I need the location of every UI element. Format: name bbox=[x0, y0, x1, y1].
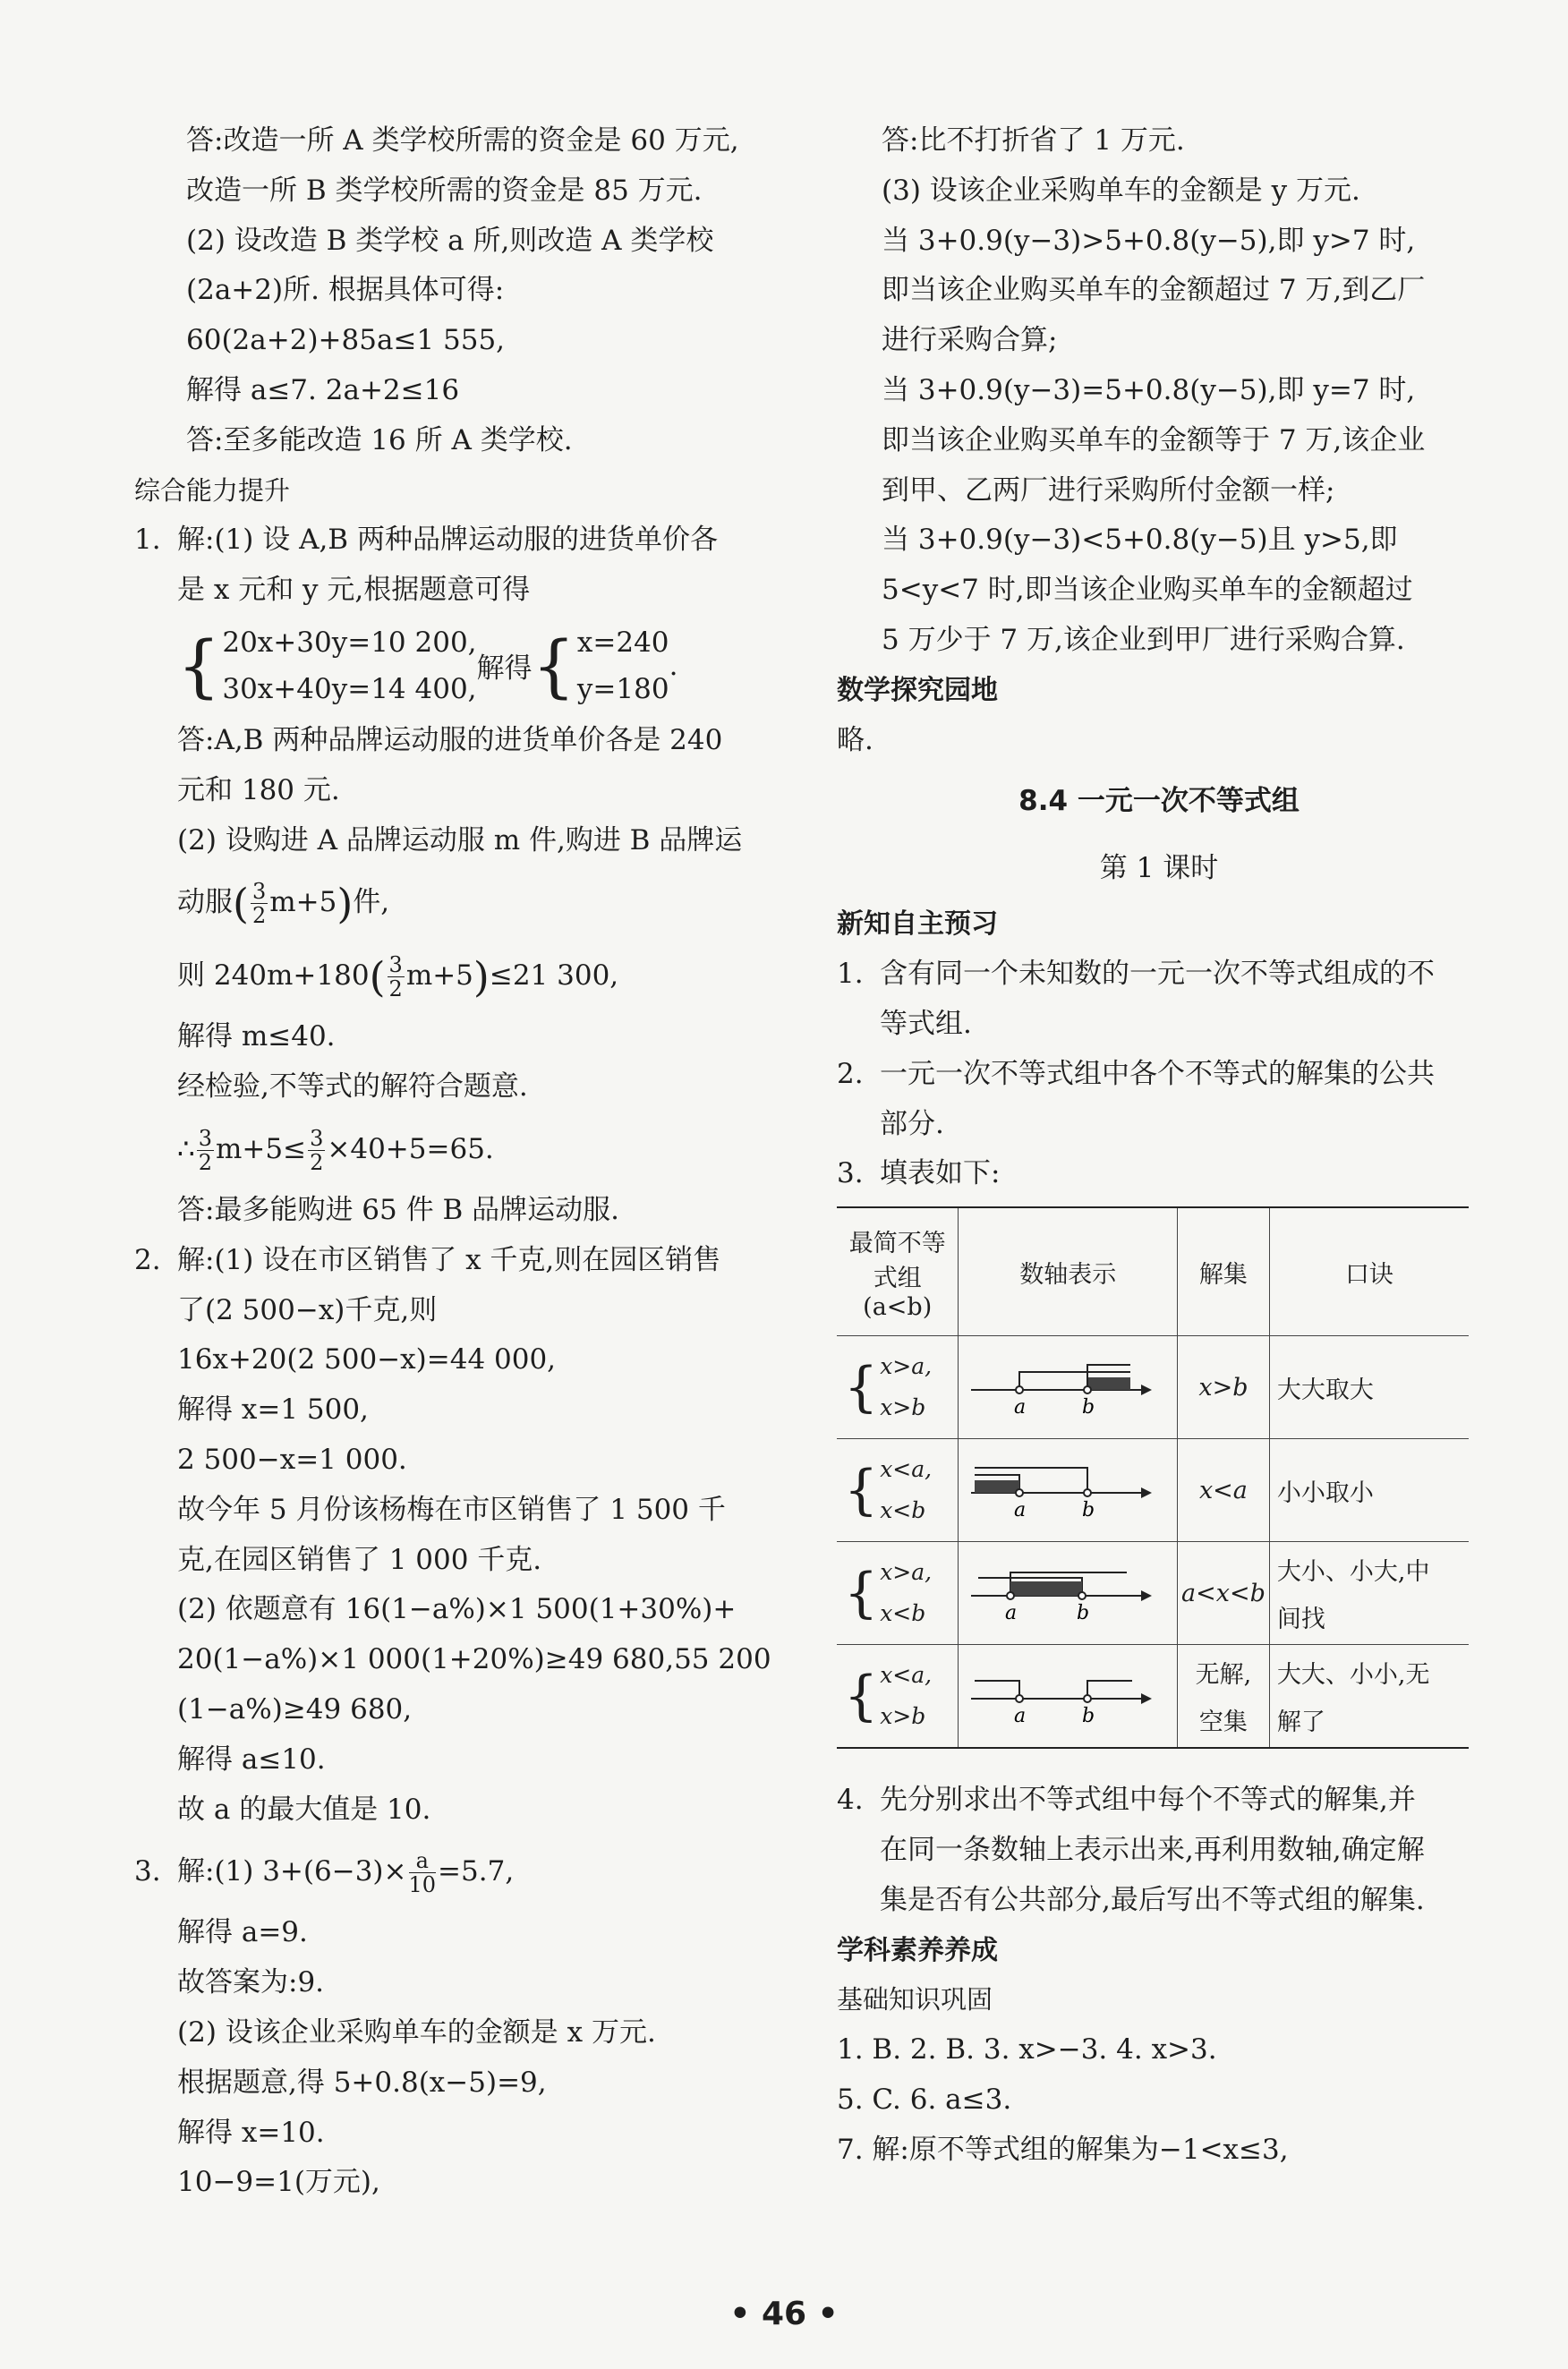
text-line: 答:最多能购进 65 件 B 品牌运动服. bbox=[177, 1193, 619, 1226]
problem-line bbox=[837, 950, 1481, 1000]
number-line-diagram bbox=[966, 1657, 1154, 1729]
text-line: 解得 x=10. bbox=[177, 2116, 325, 2149]
text-line: 5<y<7 时,即当该企业购买单车的金额超过 bbox=[882, 574, 1413, 607]
text-line: 元和 180 元. bbox=[177, 773, 340, 806]
number-line-diagram bbox=[966, 1349, 1154, 1420]
svg-text:b: b bbox=[1077, 1601, 1090, 1624]
table-header-row bbox=[837, 1207, 1469, 1336]
number-line-cell bbox=[959, 1645, 1178, 1749]
text-line: 集是否有公共部分,最后写出不等式组的解集. bbox=[880, 1883, 1425, 1916]
problem-line bbox=[837, 1050, 1481, 1100]
text: 含有同一个未知数的一元一次不等式组成的不 bbox=[880, 958, 1435, 991]
formula-line: 动服( $\frac{3}{2}$ m+5)件, bbox=[177, 879, 390, 929]
text-line: 解得 a≤10. bbox=[177, 1743, 326, 1776]
formula-line bbox=[134, 1112, 797, 1186]
text-line: (2a+2)所. 根据具体可得: bbox=[186, 274, 505, 307]
text-line: 当 3+0.9(y−3)<5+0.8(y−5)且 y>5,即 bbox=[882, 524, 1398, 557]
page-number: • 46 • bbox=[729, 2296, 839, 2332]
text-line: 即当该企业购买单车的金额等于 7 万,该企业 bbox=[882, 423, 1426, 456]
inequality-table bbox=[837, 1206, 1469, 1749]
text: ≤21 300, bbox=[489, 959, 619, 993]
text-line: 改造一所 B 类学校所需的资金是 85 万元. bbox=[186, 174, 703, 207]
rhyme-cell: 大大取大 bbox=[1269, 1336, 1469, 1439]
problem-number: 3. bbox=[134, 1855, 161, 1888]
fraction: $\frac{3}{2}$ bbox=[198, 1125, 213, 1175]
text-line: 进行采购合算; bbox=[882, 324, 1058, 357]
text-line: 故今年 5 月份该杨梅在市区销售了 1 500 千 bbox=[177, 1493, 726, 1526]
text-line: (1−a%)≥49 680, bbox=[177, 1692, 413, 1726]
text: 解:(1) 3+(6−3)× bbox=[177, 1855, 407, 1888]
text: 则 240m+180 bbox=[177, 959, 370, 993]
text: m+5 bbox=[269, 886, 337, 919]
equation: x=240 bbox=[576, 626, 669, 659]
text-line: 了(2 500−x)千克,则 bbox=[177, 1293, 438, 1326]
text: ×40+5=65. bbox=[327, 1132, 494, 1165]
section-heading: 学科素养养成 bbox=[837, 1934, 998, 1966]
section-heading: 综合能力提升 bbox=[134, 474, 291, 506]
svg-text:a: a bbox=[1014, 1704, 1027, 1727]
equation-system bbox=[134, 616, 797, 716]
text: . bbox=[669, 649, 678, 682]
number-line-cell bbox=[959, 1542, 1178, 1645]
text-line: 2 500−x=1 000. bbox=[177, 1443, 407, 1476]
text: ∴ bbox=[177, 1132, 195, 1165]
number-line-diagram bbox=[966, 1452, 1154, 1523]
solution-cell: a<x<b bbox=[1177, 1542, 1269, 1645]
text-line: 5 万少于 7 万,该企业到甲厂进行采购合算. bbox=[882, 623, 1405, 656]
text: 填表如下: bbox=[880, 1157, 1001, 1190]
solution-cell: 无解, 空集 bbox=[1177, 1645, 1269, 1749]
number-line-diagram bbox=[966, 1555, 1154, 1626]
fraction: $\frac{a}{10}$ bbox=[408, 1848, 437, 1898]
rhyme-cell: 小小取小 bbox=[1269, 1439, 1469, 1542]
text-line: (2) 设改造 B 类学校 a 所,则改造 A 类学校 bbox=[186, 224, 714, 257]
text-line: 10−9=1(万元), bbox=[177, 2166, 380, 2199]
text: m+5 bbox=[405, 959, 473, 993]
text-line: 部分. bbox=[880, 1107, 944, 1140]
section-heading: 新知自主预习 bbox=[837, 908, 998, 941]
system-cell: { x>a, x<b bbox=[837, 1542, 959, 1645]
text-line: 60(2a+2)+85a≤1 555, bbox=[186, 324, 506, 357]
text-line: 答:至多能改造 16 所 A 类学校. bbox=[186, 423, 573, 456]
solution-cell: x>b bbox=[1177, 1336, 1269, 1439]
problem-line bbox=[134, 1236, 797, 1286]
system-cell: { x>a, x>b bbox=[837, 1336, 959, 1439]
number-line-cell bbox=[959, 1439, 1178, 1542]
text: 件, bbox=[353, 886, 390, 919]
text-line: 克,在园区销售了 1 000 千克. bbox=[177, 1543, 542, 1576]
system-result: { x=240 y=180 bbox=[533, 619, 669, 712]
problem-number: 1. bbox=[837, 958, 864, 991]
text-line: (3) 设该企业采购单车的金额是 y 万元. bbox=[882, 174, 1360, 207]
equation: 30x+40y=14 400, bbox=[222, 672, 477, 705]
text-line: (2) 依题意有 16(1−a%)×1 500(1+30%)+ bbox=[177, 1593, 737, 1626]
table-row bbox=[837, 1336, 1469, 1439]
problem-number: 1. bbox=[134, 524, 161, 557]
header-cell: 最简不等 式组(a<b) bbox=[837, 1207, 959, 1336]
svg-text:b: b bbox=[1082, 1498, 1095, 1521]
problem-number: 3. bbox=[837, 1157, 864, 1190]
section-title: 8.4 一元一次不等式组 bbox=[1018, 785, 1300, 818]
text-line: 根据题意,得 5+0.8(x−5)=9, bbox=[177, 2066, 547, 2099]
text: =5.7, bbox=[438, 1855, 515, 1888]
equation: y=180 bbox=[576, 672, 669, 705]
text-line: 当 3+0.9(y−3)=5+0.8(y−5),即 y=7 时, bbox=[882, 373, 1416, 406]
equation: 20x+30y=10 200, bbox=[222, 626, 477, 659]
problem-number: 2. bbox=[837, 1057, 864, 1090]
text: 一元一次不等式组中各个不等式的解集的公共 bbox=[880, 1057, 1435, 1090]
problem-number: 4. bbox=[837, 1784, 864, 1817]
text-line: 答:A,B 两种品牌运动服的进货单价各是 240 bbox=[177, 723, 723, 756]
table-row bbox=[837, 1645, 1469, 1749]
text: 解:(1) 设 A,B 两种品牌运动服的进货单价各 bbox=[177, 524, 718, 557]
system-cell: { x<a, x<b bbox=[837, 1439, 959, 1542]
rhyme-cell: 大小、小大,中 间找 bbox=[1269, 1542, 1469, 1645]
svg-text:b: b bbox=[1082, 1395, 1095, 1419]
header-cell: 数轴表示 bbox=[959, 1207, 1178, 1336]
text-line: 到甲、乙两厂进行采购所付金额一样; bbox=[882, 473, 1335, 507]
text-line: 即当该企业购买单车的金额超过 7 万,到乙厂 bbox=[882, 274, 1426, 307]
text-line: 解得 x=1 500, bbox=[177, 1393, 369, 1427]
svg-text:a: a bbox=[1014, 1498, 1027, 1521]
text: 解:(1) 设在市区销售了 x 千克,则在园区销售 bbox=[177, 1243, 721, 1276]
problem-line bbox=[837, 1776, 1481, 1826]
lesson-title: 第 1 课时 bbox=[1099, 852, 1219, 885]
text-line: 在同一条数轴上表示出来,再利用数轴,确定解 bbox=[880, 1833, 1425, 1866]
text-line: 经检验,不等式的解符合题意. bbox=[177, 1070, 528, 1104]
text-line: 解得 m≤40. bbox=[177, 1020, 336, 1053]
text-line: 故 a 的最大值是 10. bbox=[177, 1793, 431, 1826]
text: 先分别求出不等式组中每个不等式的解集,并 bbox=[880, 1784, 1416, 1817]
solution-cell: x<a bbox=[1177, 1439, 1269, 1542]
svg-text:a: a bbox=[1014, 1395, 1027, 1419]
text: 解得 bbox=[476, 652, 533, 686]
number-line-cell bbox=[959, 1336, 1178, 1439]
fraction: $\frac{3}{2}$ bbox=[251, 879, 267, 929]
fraction: $\frac{3}{2}$ bbox=[388, 952, 403, 1002]
answer-line: 7. 解:原不等式组的解集为−1<x≤3, bbox=[837, 2133, 1289, 2166]
problem-line bbox=[837, 1149, 1481, 1199]
table-row bbox=[837, 1439, 1469, 1542]
text-line: 故答案为:9. bbox=[177, 1966, 325, 1999]
system-cell: { x<a, x>b bbox=[837, 1645, 959, 1749]
header-cell: 口诀 bbox=[1269, 1207, 1469, 1336]
text-line: 16x+20(2 500−x)=44 000, bbox=[177, 1343, 557, 1376]
svg-text:b: b bbox=[1082, 1704, 1095, 1727]
problem-line bbox=[134, 1835, 797, 1908]
right-column bbox=[837, 116, 1481, 2176]
problem-line bbox=[134, 516, 797, 566]
header-cell: 解集 bbox=[1177, 1207, 1269, 1336]
fraction: $\frac{3}{2}$ bbox=[310, 1125, 324, 1175]
answer-line: 1. B. 2. B. 3. x>−3. 4. x>3. bbox=[837, 2033, 1217, 2066]
formula-line: 则 240m+180( $\frac{3}{2}$ m+5)≤21 300, bbox=[177, 952, 619, 1002]
left-column bbox=[134, 116, 797, 2208]
text-line: 当 3+0.9(y−3)>5+0.8(y−5),即 y>7 时, bbox=[882, 224, 1416, 257]
problem-number: 2. bbox=[134, 1243, 161, 1276]
text-line: 等式组. bbox=[880, 1007, 972, 1040]
section-heading: 数学探究园地 bbox=[837, 674, 998, 706]
text-line: 解得 a≤7. 2a+2≤16 bbox=[186, 373, 460, 406]
text-line: 解得 a=9. bbox=[177, 1916, 308, 1949]
text: m+5≤ bbox=[216, 1132, 307, 1165]
text-line: (2) 设购进 A 品牌运动服 m 件,购进 B 品牌运 bbox=[177, 823, 743, 856]
text-line: 20(1−a%)×1 000(1+20%)≥49 680,55 200 bbox=[177, 1643, 771, 1676]
text-line: 略. bbox=[837, 723, 873, 756]
text-line: 答:比不打折省了 1 万元. bbox=[882, 124, 1185, 157]
rhyme-cell: 大大、小小,无 解了 bbox=[1269, 1645, 1469, 1749]
text-line: 是 x 元和 y 元,根据题意可得 bbox=[177, 574, 531, 607]
subsection-heading: 基础知识巩固 bbox=[837, 1984, 993, 2015]
svg-text:a: a bbox=[1005, 1601, 1018, 1624]
answer-line: 5. C. 6. a≤3. bbox=[837, 2083, 1012, 2116]
table-row bbox=[837, 1542, 1469, 1645]
text-line: (2) 设该企业采购单车的金额是 x 万元. bbox=[177, 2015, 656, 2049]
text: 动服 bbox=[177, 886, 233, 919]
system-left: { 20x+30y=10 200, 30x+40y=14 400, bbox=[177, 619, 477, 712]
text-line: 答:改造一所 A 类学校所需的资金是 60 万元, bbox=[186, 124, 739, 157]
